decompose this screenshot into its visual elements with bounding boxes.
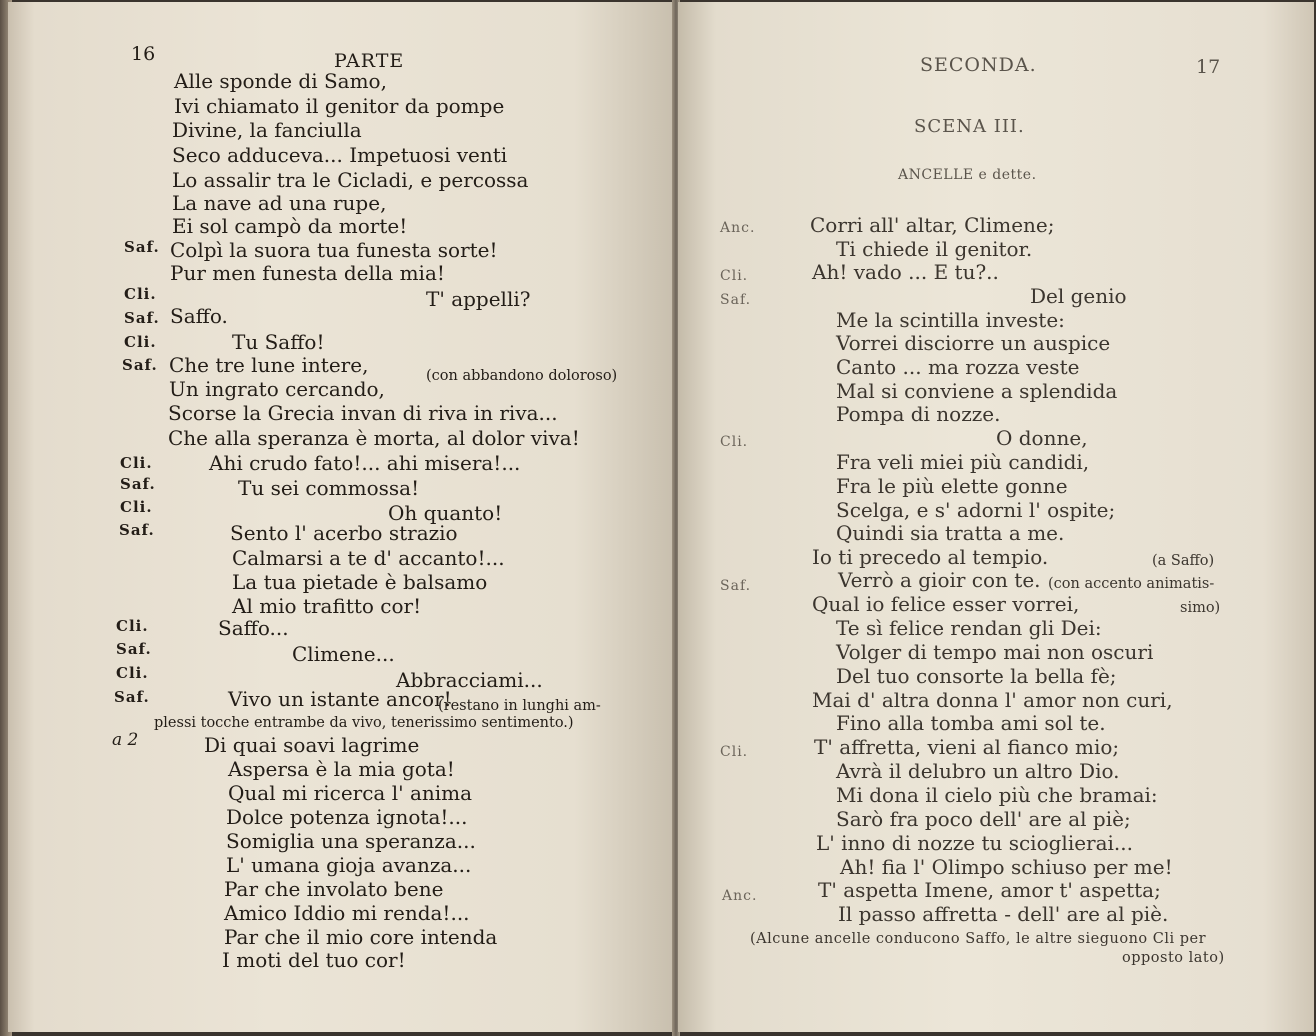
verse-line: Sarò fra poco dell' are al piè; (836, 807, 1131, 831)
verse-line: T' aspetta Imene, amor t' aspetta; (818, 878, 1161, 902)
verse-line: Saffo. (170, 304, 228, 328)
stage-direction: (con accento animatis- (1048, 576, 1215, 592)
speaker-tag: Saf. (122, 356, 158, 374)
verse-line: Mal si conviene a splendida (836, 379, 1118, 403)
speaker-tag: Cli. (124, 285, 157, 303)
speaker-tag: Saf. (720, 292, 752, 308)
verse-line: Che tre lune intere, (169, 353, 369, 377)
speaker-tag: Saf. (124, 238, 160, 256)
verse-line: L' inno di nozze tu scioglierai... (816, 831, 1134, 855)
speaker-tag: Anc. (720, 220, 756, 236)
verse-line: Vorrei disciorre un auspice (836, 331, 1111, 355)
verse-line: Calmarsi a te d' accanto!... (232, 546, 505, 570)
right-page (678, 2, 1314, 1032)
running-head: PARTE (334, 50, 405, 72)
stage-direction: (restano in lunghi am- (438, 698, 601, 714)
verse-line: T' appelli? (426, 287, 531, 311)
verse-line: Lo assalir tra le Cicladi, e percossa (172, 168, 529, 192)
scene-cast: ANCELLE e dette. (898, 167, 1037, 183)
verse-line: Ah! fia l' Olimpo schiuso per me! (840, 855, 1173, 879)
speaker-tag: Saf. (120, 475, 156, 493)
verse-line: Saffo... (218, 616, 289, 640)
verse-line: Il passo affretta - dell' are al piè. (838, 902, 1169, 926)
verse-line: Mi dona il cielo più che bramai: (836, 783, 1158, 807)
verse-line: Vivo un istante ancor! (228, 687, 452, 711)
speaker-tag: Cli. (120, 498, 153, 516)
verse-line: Te sì felice rendan gli Dei: (836, 616, 1102, 640)
speaker-tag: Saf. (114, 688, 150, 706)
stage-direction: (con abbandono doloroso) (426, 368, 618, 384)
speaker-tag: Cli. (720, 744, 749, 760)
verse-line: La tua pietade è balsamo (232, 570, 488, 594)
verse-line: Fino alla tomba ami sol te. (836, 711, 1106, 735)
running-head: SECONDA. (920, 54, 1037, 76)
verse-line: Canto ... ma rozza veste (836, 355, 1080, 379)
stage-direction: (a Saffo) (1152, 553, 1215, 569)
verse-line: Avrà il delubro un altro Dio. (836, 759, 1120, 783)
verse-line: Al mio trafitto cor! (232, 594, 422, 618)
verse-line: I moti del tuo cor! (222, 948, 406, 972)
speaker-tag: Cli. (120, 454, 153, 472)
page-number: 16 (131, 43, 156, 65)
speaker-tag: Saf. (116, 640, 152, 658)
verse-line: Scorse la Grecia invan di riva in riva... (168, 401, 558, 425)
verse-line: Ah! vado ... E tu?.. (812, 260, 999, 284)
verse-line: Divine, la fanciulla (172, 118, 362, 142)
speaker-tag: a 2 (112, 730, 139, 750)
stage-direction: opposto lato) (1122, 950, 1225, 966)
verse-line: Qual io felice esser vorrei, (812, 592, 1080, 616)
verse-line: Par che il mio core intenda (224, 925, 498, 949)
verse-line: Colpì la suora tua funesta sorte! (170, 238, 498, 262)
speaker-tag: Cli. (720, 434, 749, 450)
verse-line: Dolce potenza ignota!... (226, 805, 468, 829)
stage-direction: simo) (1180, 600, 1221, 616)
stage-direction: plessi tocche entrambe da vivo, tenerissimo sentimento.) (154, 715, 574, 731)
verse-line: L' umana gioja avanza... (226, 853, 472, 877)
verse-line: Climene... (292, 642, 395, 666)
verse-line: Fra veli miei più candidi, (836, 450, 1090, 474)
verse-line: Me la scintilla investe: (836, 308, 1065, 332)
speaker-tag: Saf. (124, 309, 160, 327)
verse-line: Del genio (1030, 284, 1127, 308)
verse-line: Verrò a gioir con te. (838, 568, 1041, 592)
verse-line: Che alla speranza è morta, al dolor viva! (168, 426, 580, 450)
verse-line: Corri all' altar, Climene; (810, 213, 1055, 237)
verse-line: Ti chiede il genitor. (836, 237, 1033, 261)
verse-line: Abbracciami... (396, 668, 543, 692)
verse-line: Del tuo consorte la bella fè; (836, 664, 1117, 688)
verse-line: T' affretta, vieni al fianco mio; (814, 735, 1120, 759)
verse-line: Somiglia una speranza... (226, 829, 476, 853)
verse-line: Fra le più elette gonne (836, 474, 1068, 498)
speaker-tag: Saf. (720, 578, 752, 594)
verse-line: Alle sponde di Samo, (174, 69, 387, 93)
speaker-tag: Cli. (116, 664, 149, 682)
verse-line: Ei sol campò da morte! (172, 214, 408, 238)
verse-line: Quindi sia tratta a me. (836, 521, 1065, 545)
verse-line: Ahi crudo fato!... ahi misera!... (209, 451, 521, 475)
speaker-tag: Anc. (722, 888, 758, 904)
verse-line: Amico Iddio mi renda!... (224, 901, 470, 925)
verse-line: Volger di tempo mai non oscuri (836, 640, 1154, 664)
verse-line: Scelga, e s' adorni l' ospite; (836, 498, 1116, 522)
verse-line: Mai d' altra donna l' amor non curi, (812, 688, 1173, 712)
verse-line: Pur men funesta della mia! (170, 261, 445, 285)
stage-direction: (Alcune ancelle conducono Saffo, le altre sieguono Cli per (750, 931, 1207, 947)
verse-line: La nave ad una rupe, (172, 191, 387, 215)
speaker-tag: Cli. (116, 617, 149, 635)
verse-line: Qual mi ricerca l' anima (228, 781, 473, 805)
verse-line: Par che involato bene (224, 877, 444, 901)
verse-line: Io ti precedo al tempio. (812, 545, 1049, 569)
scene-title: SCENA III. (914, 116, 1025, 137)
verse-line: Aspersa è la mia gota! (228, 757, 455, 781)
verse-line: Tu Saffo! (232, 330, 325, 354)
verse-line: Sento l' acerbo strazio (230, 521, 458, 545)
left-page (8, 2, 674, 1032)
verse-line: Pompa di nozze. (836, 402, 1001, 426)
speaker-tag: Cli. (720, 268, 749, 284)
speaker-tag: Cli. (124, 333, 157, 351)
verse-line: Tu sei commossa! (238, 476, 420, 500)
verse-line: O donne, (996, 426, 1088, 450)
verse-line: Ivi chiamato il genitor da pompe (174, 94, 505, 118)
verse-line: Seco adduceva... Impetuosi venti (172, 143, 508, 167)
verse-line: Un ingrato cercando, (169, 377, 385, 401)
speaker-tag: Saf. (119, 521, 155, 539)
verse-line: Oh quanto! (388, 501, 503, 525)
verse-line: Di quai soavi lagrime (204, 733, 420, 757)
page-number: 17 (1196, 56, 1221, 78)
